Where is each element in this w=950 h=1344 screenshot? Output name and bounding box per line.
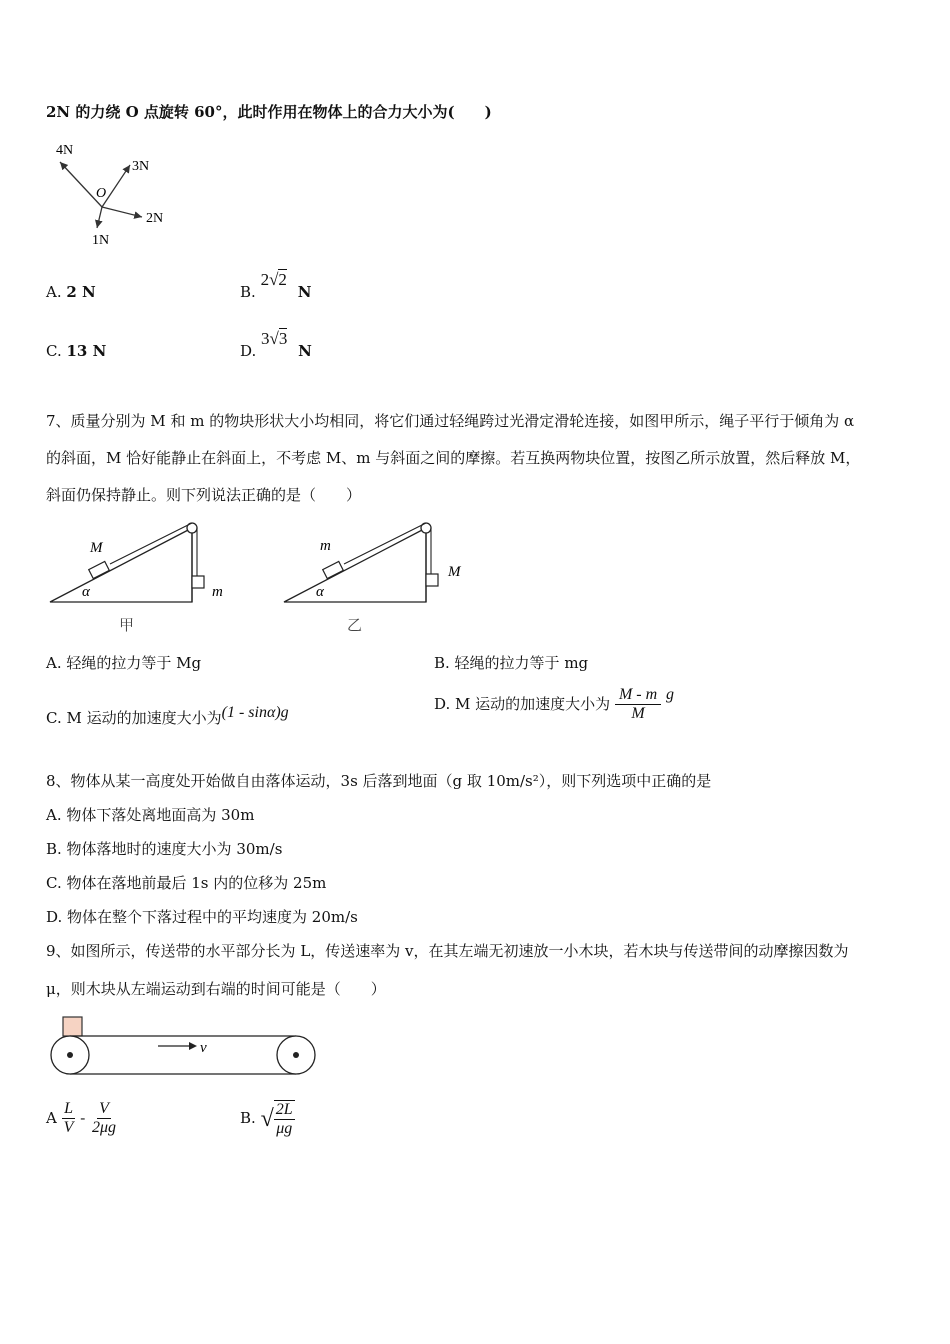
block-top [89,561,110,578]
q7-option-b[interactable]: B. 轻绳的拉力等于 mg [434,654,589,672]
block-top [323,561,344,578]
block-hang [192,576,204,588]
label-hang-mass: m [212,584,223,600]
label-origin: O [96,186,107,201]
force-1n-arrow [97,207,102,228]
label-top-mass: M [90,540,103,556]
label-angle: α [316,584,324,600]
q9-stem-line1: 9、如图所示，传送带的水平部分长为 L，传送速率为 v，在其左端无初速放一小木块，若木块与传送带间的动摩擦因数为 [46,942,849,960]
q8-option-c[interactable]: C. 物体在落地前最后 1s 内的位移为 25m [46,874,327,892]
q9-option-b[interactable]: B. √ $\frac{2L}{\mu g}$ [240,1101,293,1137]
caption: 乙 [347,618,363,634]
q7-stem-line3: 斜面仍保持静止。则下列说法正确的是（ ） [46,486,362,504]
q6-option-c[interactable]: C. 13 N [46,342,107,360]
q7-option-a[interactable]: A. 轻绳的拉力等于 Mg [46,654,202,672]
label-3n: 3N [132,159,150,174]
q6-stem: 2N 的力绕 O 点旋转 60°，此时作用在物体上的合力大小为( ) [46,103,492,121]
label-2n: 2N [146,211,164,226]
q7-figure-jia [46,518,246,636]
wooden-block [63,1017,82,1036]
rope-incline [110,523,192,564]
q6-option-a[interactable]: A. 2 N [46,283,96,301]
force-3n-arrow [102,165,130,207]
force-2n-arrow [102,207,142,217]
q8-option-b[interactable]: B. 物体落地时的速度大小为 30m/s [46,840,283,858]
label-top-mass: m [320,538,331,554]
q7-figure-yi [280,518,480,636]
q9-stem-line2: μ，则木块从左端运动到右端的时间可能是（ ） [46,980,386,998]
rope-incline [344,523,426,564]
label-angle: α [82,584,90,600]
label-4n: 4N [56,143,74,158]
q8-stem: 8、物体从某一高度处开始做自由落体运动，3s 后落到地面（g 取 10m/s²），则下列选项中正确的是 [46,772,712,790]
q7-stem-line1: 7、质量分别为 M 和 m 的物块形状大小均相同，将它们通过轻绳跨过光滑定滑轮连接，如图甲所示，绳子平行于倾角为 α [46,412,855,430]
q9-option-a[interactable]: A $\frac{L}{V}$ - $\frac{V}{2\mu g}$ [46,1100,116,1136]
q6-option-d[interactable]: D. 3√3 N [240,329,312,360]
q9-conveyor-figure [46,1012,326,1082]
q7-stem-line2: 的斜面，M 恰好能静止在斜面上，不考虑 M、m 与斜面之间的摩擦。若互换两物块位置，按图乙所示放置，然后释放 M， [46,449,861,467]
block-hang [426,574,438,586]
caption: 甲 [119,618,135,634]
q6-force-diagram [46,140,186,250]
label-hang-mass: M [448,564,461,580]
q8-option-a[interactable]: A. 物体下落处离地面高为 30m [46,806,255,824]
label-1n: 1N [92,233,110,248]
velocity-label: v [200,1040,207,1056]
q7-option-d[interactable]: D. M 运动的加速度大小为 $\frac{M - m}{M}$ g [434,685,674,722]
q8-option-d[interactable]: D. 物体在整个下落过程中的平均速度为 20m/s [46,908,358,926]
q7-option-c[interactable]: C. M 运动的加速度大小为(1 - sinα)g [46,704,289,727]
q6-option-b[interactable]: B. 2√2 N [240,270,312,301]
